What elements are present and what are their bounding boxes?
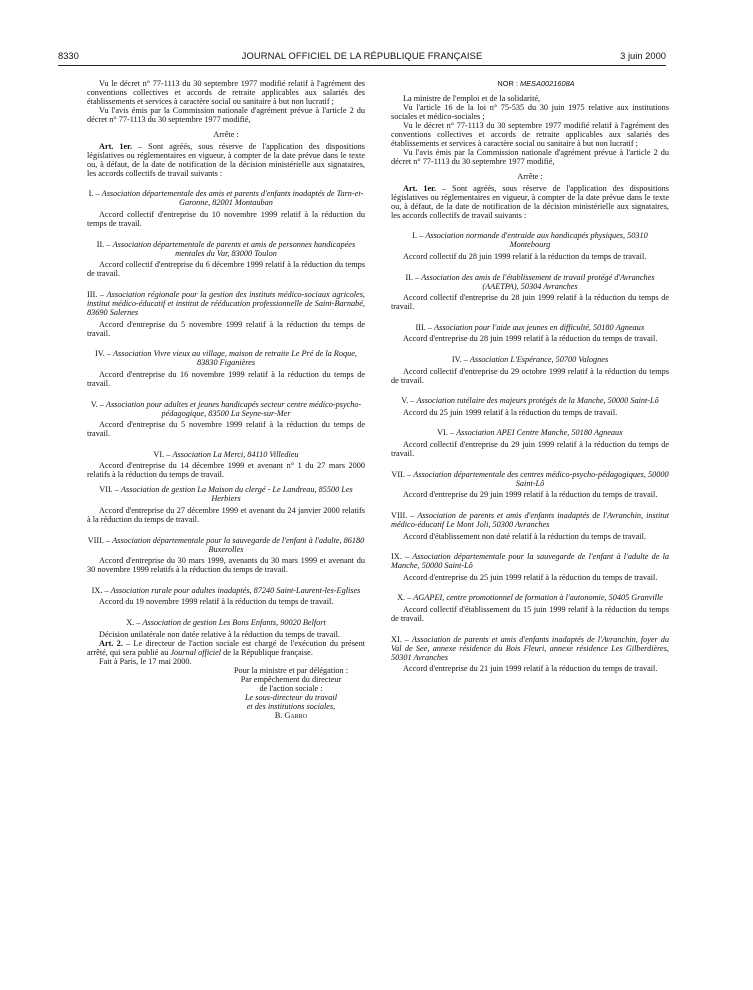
arrete-heading: Arrête :	[517, 172, 543, 182]
entry-body: Accord du 19 novembre 1999 relatif à la réduction du temps de travail.	[99, 597, 334, 607]
entry-body: Accord collectif d'entreprise du 6 décembre 1999 relatif à la réduction du temps de travail.	[87, 260, 365, 279]
signature-line: Le sous-directeur du travail	[244, 692, 338, 702]
right-column	[391, 79, 669, 673]
entry-number: X. –	[397, 593, 414, 603]
entry-number: VI. –	[153, 449, 173, 459]
entry-title: IX. – Association départementale pour la sauvegarde de l'enfant à l'adulte de la Manche, 50000 Saint-Lô	[391, 552, 669, 571]
entry-title: III. – Association pour l'aide aux jeunes en difficulté, 50180 Agneaux	[415, 322, 645, 332]
entry-title: IV. – Association L'Espérance, 50700 Valognes	[451, 355, 609, 365]
visa-paragraph: Vu le décret n° 77-1113 du 30 septembre 1977 modifié relatif à l'agrément des conventions collectives et accords de retraite applicables aux salariés des établissements et services à caractère social ou sanitaire à but non lucratif ;	[87, 79, 365, 107]
entry-title: VI. – Association La Merci, 84110 Villedieu	[153, 449, 299, 459]
entry-body: Décision unilatérale non datée relative à la réduction du temps de travail.	[99, 629, 340, 639]
entry-title: X. – AGAPEI, centre promotionnel de formation à l'autonomie, 50405 Granville	[397, 593, 663, 603]
entry-number: II. –	[405, 272, 422, 282]
page-number: 8330	[58, 50, 79, 61]
entry-number: VIII. –	[391, 510, 418, 520]
entry-number: VII. –	[391, 469, 414, 479]
entry-title: X. – Association de gestion Les Bons Enfants, 90020 Belfort	[126, 618, 326, 627]
entry-body: Accord d'établissement non daté relatif à la réduction du temps de travail.	[403, 531, 646, 541]
entry-number: I. –	[88, 189, 102, 199]
entry-number: V. –	[401, 396, 417, 406]
entry-title: VI. – Association APEI Centre Manche, 50180 Agneaux	[437, 428, 623, 438]
signatory-name: B. Garro	[274, 710, 308, 720]
article-2: Art. 2. – Le directeur de l'action sociale est chargé de l'exécution du présent arrêté, qui sera publié au Journal officiel de la République française.	[87, 638, 365, 657]
header-rule	[58, 65, 666, 66]
minister-line: La ministre de l'emploi et de la solidarité,	[403, 93, 541, 103]
entry-body: Accord collectif d'entreprise du 29 juin 1999 relatif à la réduction du temps de travail.	[391, 440, 669, 459]
entry-number: IX. –	[91, 585, 111, 595]
article-label: Art. 2.	[99, 638, 123, 648]
visa-paragraph: Vu l'article 16 de la loi n° 75-535 du 30 juin 1975 relative aux institutions sociales et médico-sociales ;	[391, 102, 669, 121]
entry-title: XI. – Association de parents et amis d'enfants inadaptés de l'Avranchin, foyer du Val de See, annexe résidence du Bois Fleuri, annexe résidence Les Gilberdières, 50301 Avranches	[391, 634, 669, 662]
entry-body: Accord d'entreprise du 30 mars 1999, avenants du 30 mars 1999 et avenant du 30 novembre 1999 relatifs à la réduction du temps de travail.	[87, 556, 365, 575]
article-label: Art. 1er.	[99, 141, 133, 151]
visa-paragraph: Vu l'avis émis par la Commission nationale d'agrément prévue à l'article 2 du décret n° 77-1113 du 30 septembre 1977 modifié,	[87, 106, 365, 125]
entry-body: Accord d'entreprise du 16 novembre 1999 relatif à la réduction du temps de travail.	[87, 369, 365, 388]
entry-body: Accord d'entreprise du 29 juin 1999 relatif à la réduction du temps de travail.	[403, 490, 658, 500]
article-text: – Sont agréés, sous réserve de l'application des dispositions législatives ou réglementaires en vigueur, à compter de la date prévue dans le texte ou, à défaut, de la date de notification de la décision ministérielle aux signataires, les accords collectifs de travail suivants :	[391, 183, 670, 220]
entry-number: X. –	[126, 618, 143, 627]
signing-place-date: Fait à Paris, le 17 mai 2000.	[99, 656, 192, 666]
entry-body: Accord collectif d'entreprise du 10 novembre 1999 relatif à la réduction du temps de travail.	[87, 209, 365, 228]
entry-number: XI. –	[391, 634, 412, 644]
article-label: Art. 1er.	[403, 183, 437, 193]
entry-number: III. –	[415, 322, 435, 332]
nor-value: MESA0021608A	[519, 79, 575, 88]
running-header	[58, 50, 666, 64]
issue-date: 3 juin 2000	[620, 50, 666, 61]
entry-number: II. –	[96, 239, 113, 249]
entry-title: I. – Association normande d'entraide aux handicapés physiques, 50310 Montebourg	[412, 231, 648, 250]
entry-body: Accord d'entreprise du 14 décembre 1999 et avenant n° 1 du 27 mars 2000 relatifs à la réduction du temps de travail.	[87, 461, 365, 480]
entry-number: VI. –	[437, 428, 457, 438]
entry-title: VII. – Association départementale des centres médico-psycho-pédagogiques, 50000 Saint-Lô	[391, 469, 669, 488]
entry-title: V. – Association tutélaire des majeurs protégés de la Manche, 50000 Saint-Lô	[401, 396, 659, 406]
visa-paragraph: Vu l'avis émis par la Commission nationale d'agrément prévue à l'article 2 du décret n° 77-1113 du 30 septembre 1977 modifié,	[391, 148, 669, 167]
journal-reference: Journal officiel	[170, 647, 222, 657]
entry-title: IX. – Association rurale pour adultes inadaptés, 87240 Saint-Laurent-les-Eglises	[91, 585, 361, 595]
article-1	[87, 142, 365, 178]
entry-body: Accord d'entreprise du 5 novembre 1999 relatif à la réduction du temps de travail.	[87, 420, 365, 439]
entry-title: VIII. – Association départementale pour la sauvegarde de l'enfant à l'adulte, 86180 Buxerolles	[87, 535, 365, 554]
arrete-heading: Arrête :	[213, 130, 239, 140]
entry-title: I. – Association départementale des amis et parents d'enfants inadaptés de Tarn-et-Garonne, 82001 Montauban	[88, 189, 364, 208]
entry-title: V. – Association pour adultes et jeunes handicapés secteur centre médico-psycho-pédagogique, 83500 La Seyne-sur-Mer	[90, 399, 362, 418]
signature-line: et des institutions sociales,	[246, 701, 336, 711]
entry-body: Accord d'entreprise du 21 juin 1999 relatif à la réduction du temps de travail.	[403, 664, 658, 674]
entry-title: VIII. – Association de parents et amis d'enfants inadaptés de l'Avranchin, institut médico-éducatif Le Mont Joli, 50300 Avranches	[391, 510, 670, 529]
entry-number: I. –	[412, 231, 426, 241]
nor-reference: NOR : MESA0021608A	[497, 79, 575, 88]
entry-number: IX. –	[391, 552, 413, 562]
entry-title: IV. – Association Vivre vieux au village, maison de retraite Le Pré de la Roque, 83830 Figanières	[95, 349, 357, 368]
entry-title: II. – Association des amis de l'établissement de travail protégé d'Avranches (AAETPA), 50304 Avranches	[405, 272, 655, 291]
entry-body: Accord d'entreprise du 25 juin 1999 relatif à la réduction du temps de travail.	[403, 572, 658, 582]
signature-line: Pour la ministre et par délégation :	[233, 665, 349, 675]
signature-line: Par empêchement du directeur	[240, 674, 342, 684]
entry-body: Accord collectif d'entreprise du 28 juin 1999 relatif à la réduction du temps de travail.	[391, 293, 669, 312]
entry-title: VII. – Association de gestion La Maison du clergé - Le Landreau, 85500 Les Herbiers	[99, 485, 353, 504]
entry-number: VIII. –	[87, 535, 113, 545]
article-text: – Sont agréés, sous réserve de l'application des dispositions législatives ou réglementaires en vigueur, à compter de la date prévue dans le texte ou, à défaut, de la date de notification de la décision ministérielle aux signataires, les accords collectifs de travail suivants :	[87, 141, 366, 178]
entry-title: II. – Association départementale de parents et amis de personnes handicapées mentales du Var, 83000 Toulon	[96, 239, 356, 258]
entry-title: III. – Association régionale pour la gestion des instituts médico-sociaux agricoles, institut médico-éducatif et institut de rééducation professionnelle de Saint-Barnabé, 83690 Salernes	[87, 289, 365, 318]
entry-number: V. –	[90, 399, 106, 409]
entry-number: IV. –	[95, 349, 114, 359]
entry-number: III. –	[87, 289, 107, 299]
entry-number: IV. –	[451, 355, 470, 365]
visa-paragraph: Vu le décret n° 77-1113 du 30 septembre 1977 modifié relatif à l'agrément des conventions collectives et accords de retraite applicables aux salariés des établissements et services à caractère social ou sanitaire à but non lucratif ;	[391, 120, 669, 149]
entry-body: Accord d'entreprise du 5 novembre 1999 relatif à la réduction du temps de travail.	[87, 319, 365, 338]
entry-body: Accord du 25 juin 1999 relatif à la réduction du temps de travail.	[403, 407, 618, 417]
entry-body: Accord d'entreprise du 27 décembre 1999 et avenant du 24 janvier 2000 relatifs à la réduction du temps de travail.	[87, 505, 365, 524]
left-column	[87, 79, 365, 720]
signature-line: de l'action sociale :	[259, 683, 323, 693]
entry-body: Accord collectif d'établissement du 15 juin 1999 relatif à la réduction du temps de travail.	[391, 604, 669, 623]
journal-title: JOURNAL OFFICIEL DE LA RÉPUBLIQUE FRANÇAISE	[241, 50, 483, 61]
entry-body: Accord d'entreprise du 28 juin 1999 relatif à la réduction du temps de travail.	[403, 334, 658, 344]
entry-body: Accord collectif du 28 juin 1999 relatif à la réduction du temps de travail.	[403, 251, 647, 261]
article-1	[391, 184, 669, 220]
entry-number: VII. –	[99, 485, 121, 495]
entry-body: Accord collectif d'entreprise du 29 octobre 1999 relatif à la réduction du temps de travail.	[391, 366, 669, 385]
